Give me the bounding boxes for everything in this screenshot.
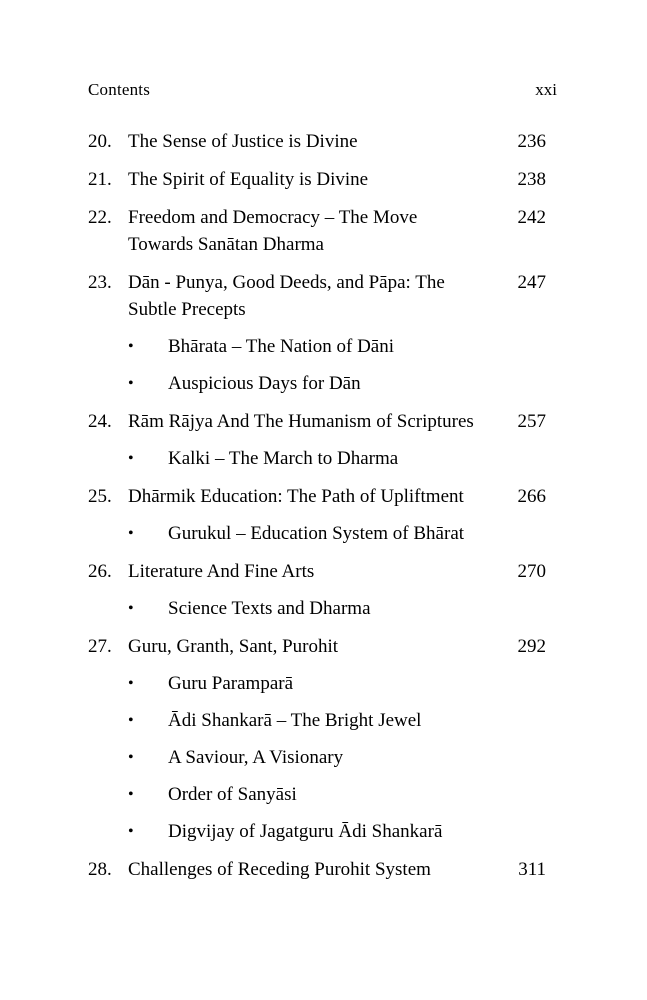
toc-entry[interactable] — [88, 128, 575, 155]
toc-entry-title[interactable]: Guru, Granth, Sant, Purohit — [128, 636, 339, 657]
toc-entry-page: 292 — [517, 636, 546, 657]
toc-subentry-list — [88, 333, 575, 397]
toc-entry[interactable] — [88, 856, 575, 883]
toc-subentry[interactable] — [88, 370, 575, 397]
toc-entry-title[interactable]: Dhārmik Education: The Path of Upliftment — [128, 486, 464, 507]
toc-entry-title[interactable]: Rām Rājya And The Humanism of Scriptures — [128, 411, 474, 432]
page-number: xxi — [535, 80, 557, 99]
toc-entry[interactable] — [88, 558, 575, 622]
toc-entry-number: 20. — [88, 131, 112, 152]
bullet-icon: • — [128, 749, 134, 766]
bullet-icon: • — [128, 600, 134, 617]
toc-subentry[interactable] — [88, 670, 575, 697]
toc-subentry-title[interactable]: Bhārata – The Nation of Dāni — [168, 336, 394, 357]
toc-entry-page: 266 — [517, 486, 546, 507]
table-of-contents — [88, 128, 575, 883]
toc-subentry[interactable] — [88, 520, 575, 547]
toc-subentry-list — [88, 445, 575, 472]
toc-subentry-title[interactable]: Order of Sanyāsi — [168, 784, 297, 805]
toc-entry[interactable] — [88, 633, 575, 845]
toc-entry-row[interactable] — [88, 204, 575, 258]
toc-entry-row[interactable] — [88, 166, 575, 193]
toc-subentry-list — [88, 595, 575, 622]
toc-subentry[interactable] — [88, 595, 575, 622]
toc-entry-number: 27. — [88, 636, 112, 657]
toc-entry-row[interactable] — [88, 558, 575, 585]
bullet-icon: • — [128, 675, 134, 692]
toc-entry-number: 22. — [88, 207, 112, 228]
toc-subentry-title[interactable]: Guru Paramparā — [168, 673, 294, 694]
toc-subentry-title[interactable]: Gurukul – Education System of Bhārat — [168, 523, 465, 544]
toc-entry-row[interactable] — [88, 408, 575, 435]
toc-entry-page: 236 — [517, 131, 546, 152]
toc-entry-title[interactable]: Freedom and Democracy – The Move Towards Sanātan Dharma — [128, 207, 418, 255]
toc-entry-page: 311 — [518, 859, 546, 880]
toc-entry[interactable] — [88, 204, 575, 258]
toc-subentry-title[interactable]: Auspicious Days for Dān — [168, 373, 361, 394]
bullet-icon: • — [128, 712, 134, 729]
toc-subentry-title[interactable]: Kalki – The March to Dharma — [168, 448, 399, 469]
toc-subentry-title[interactable]: Ādi Shankarā – The Bright Jewel — [168, 710, 422, 731]
toc-entry-row[interactable] — [88, 483, 575, 510]
bullet-icon: • — [128, 786, 134, 803]
toc-entry-row[interactable] — [88, 269, 575, 323]
toc-entry-row[interactable] — [88, 633, 575, 660]
toc-subentry[interactable] — [88, 744, 575, 771]
toc-entry-number: 28. — [88, 859, 112, 880]
header-label: Contents — [88, 80, 151, 99]
bullet-icon: • — [128, 823, 134, 840]
toc-entry-page: 270 — [517, 561, 546, 582]
toc-entry-number: 24. — [88, 411, 112, 432]
toc-entry-title[interactable]: Literature And Fine Arts — [128, 561, 315, 582]
toc-entry-title[interactable]: Dān - Punya, Good Deeds, and Pāpa: The Subtle Precepts — [128, 272, 445, 320]
toc-entry-number: 26. — [88, 561, 112, 582]
toc-subentry[interactable] — [88, 818, 575, 845]
toc-entry-title[interactable]: The Spirit of Equality is Divine — [128, 169, 369, 190]
toc-entry[interactable] — [88, 166, 575, 193]
toc-subentry-list — [88, 520, 575, 547]
toc-subentry[interactable] — [88, 707, 575, 734]
toc-subentry-title[interactable]: Digvijay of Jagatguru Ādi Shankarā — [168, 821, 443, 842]
toc-subentry-list — [88, 670, 575, 845]
toc-entry-page: 247 — [517, 272, 546, 293]
toc-entry[interactable] — [88, 408, 575, 472]
toc-subentry-title[interactable]: A Saviour, A Visionary — [168, 747, 344, 768]
page-header — [88, 80, 575, 100]
toc-entry-row[interactable] — [88, 128, 575, 155]
toc-subentry[interactable] — [88, 333, 575, 360]
toc-entry-row[interactable] — [88, 856, 575, 883]
toc-entry-page: 242 — [517, 207, 546, 228]
toc-entry-page: 238 — [517, 169, 546, 190]
toc-subentry-title[interactable]: Science Texts and Dharma — [168, 598, 371, 619]
toc-entry-page: 257 — [517, 411, 546, 432]
toc-entry-number: 23. — [88, 272, 112, 293]
toc-entry-number: 21. — [88, 169, 112, 190]
bullet-icon: • — [128, 525, 134, 542]
bullet-icon: • — [128, 338, 134, 355]
toc-entry[interactable] — [88, 483, 575, 547]
toc-subentry[interactable] — [88, 445, 575, 472]
toc-subentry[interactable] — [88, 781, 575, 808]
bullet-icon: • — [128, 375, 134, 392]
toc-entry-title[interactable]: The Sense of Justice is Divine — [128, 131, 358, 152]
bullet-icon: • — [128, 450, 134, 467]
toc-entry-title[interactable]: Challenges of Receding Purohit System — [128, 859, 431, 880]
toc-entry[interactable] — [88, 269, 575, 397]
toc-entry-number: 25. — [88, 486, 112, 507]
